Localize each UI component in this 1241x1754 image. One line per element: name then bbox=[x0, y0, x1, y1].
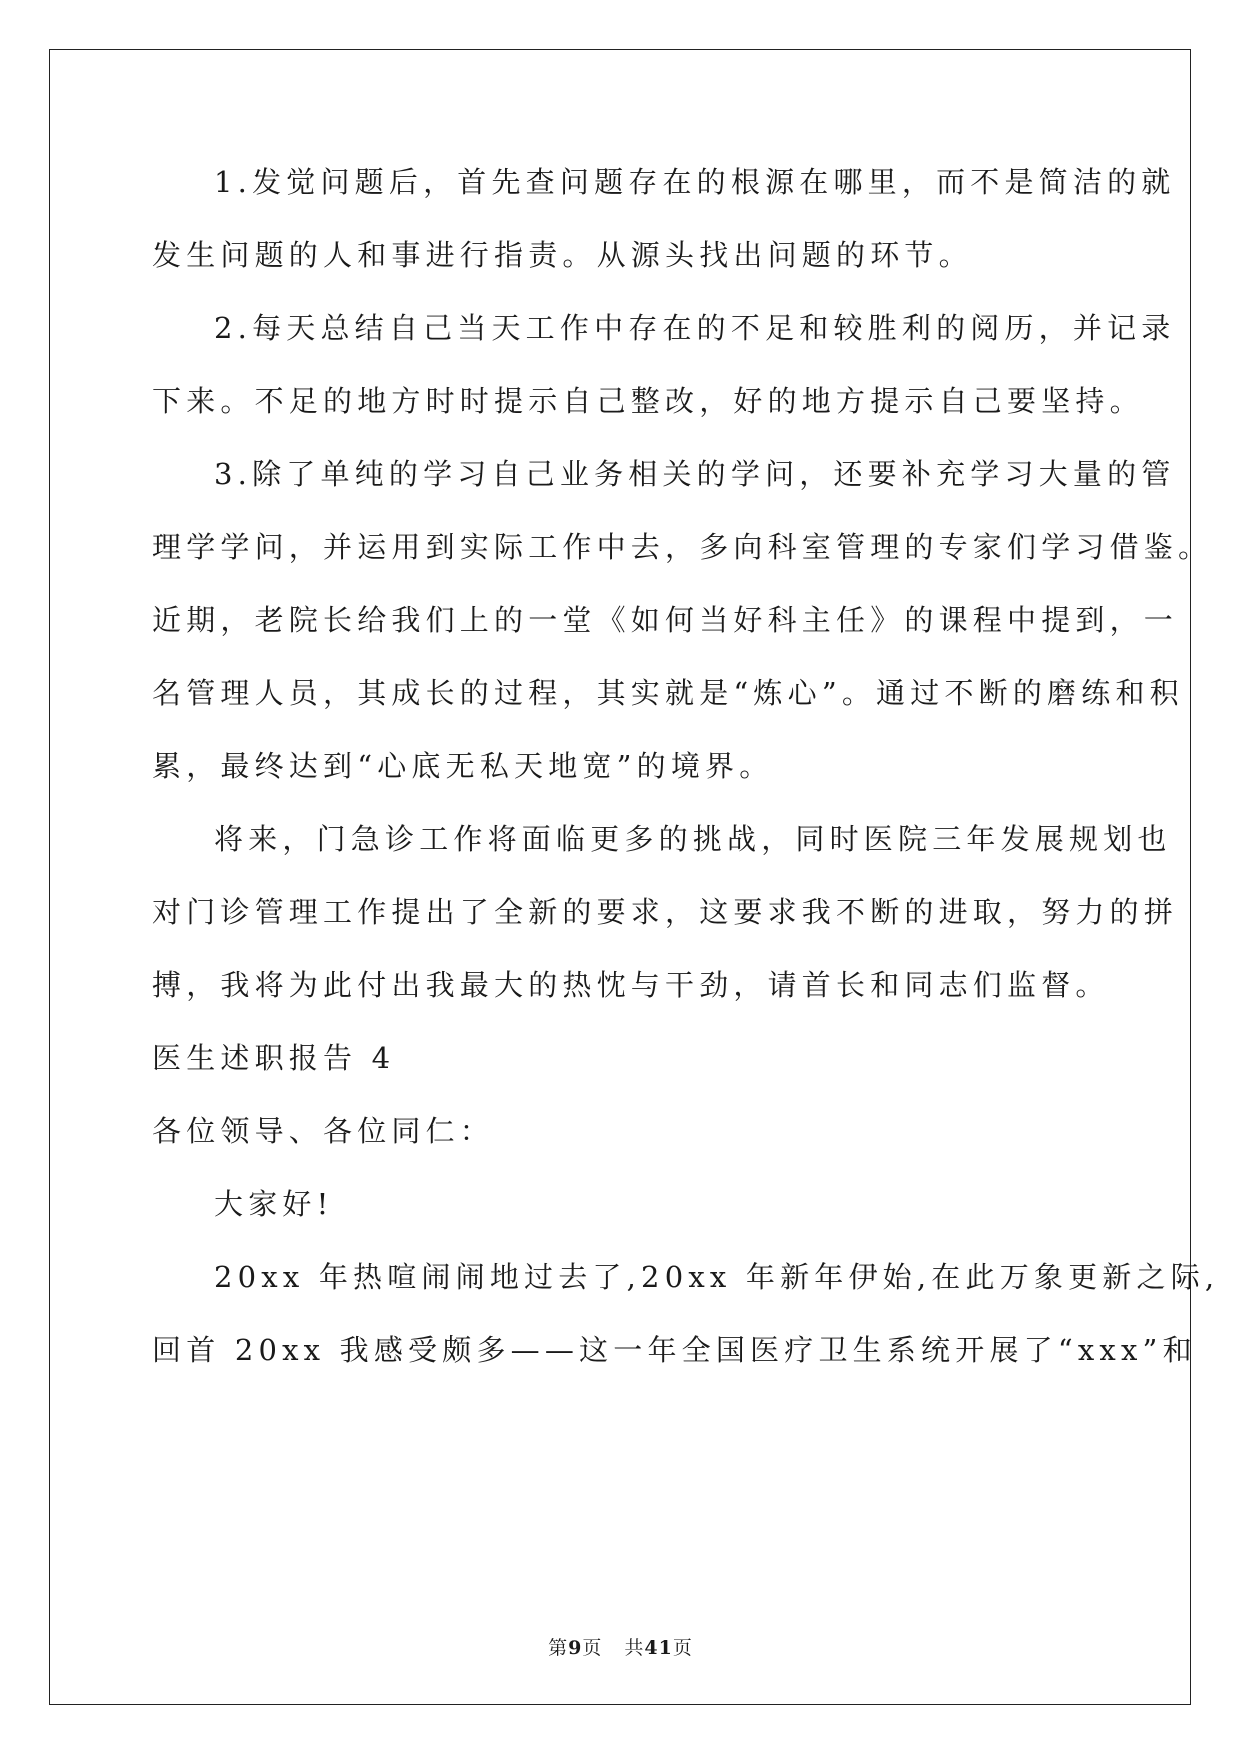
paragraph-1-line-2: 发生问题的人和事进行指责。从源头找出问题的环节。 bbox=[152, 238, 973, 272]
paragraph-3-line-5: 累，最终达到“心底无私天地宽”的境界。 bbox=[152, 749, 774, 783]
paragraph-2-line-1: 2.每天总结自己当天工作中存在的不足和较胜利的阅历，并记录 bbox=[214, 311, 1176, 345]
page-number: 9 bbox=[568, 1637, 583, 1659]
total-label-prefix: 共 bbox=[624, 1637, 645, 1659]
paragraph-4-line-1: 将来，门急诊工作将面临更多的挑战，同时医院三年发展规划也 bbox=[214, 822, 1172, 856]
page-label-prefix: 第 bbox=[548, 1637, 569, 1659]
paragraph-4-line-3: 搏，我将为此付出我最大的热忱与干劲，请首长和同志们监督。 bbox=[152, 968, 1110, 1002]
section-heading: 医生述职报告 4 bbox=[152, 1041, 396, 1075]
salutation: 各位领导、各位同仁： bbox=[152, 1114, 495, 1148]
greeting: 大家好! bbox=[214, 1187, 334, 1221]
paragraph-2-line-2: 下来。不足的地方时时提示自己整改，好的地方提示自己要坚持。 bbox=[152, 384, 1144, 418]
page-label-suffix: 页 bbox=[582, 1637, 603, 1659]
paragraph-3-line-3: 近期，老院长给我们上的一堂《如何当好科主任》的课程中提到，一 bbox=[152, 603, 1179, 637]
total-pages: 41 bbox=[644, 1637, 673, 1659]
paragraph-3-line-4: 名管理人员，其成长的过程，其实就是“炼心”。通过不断的磨练和积 bbox=[152, 676, 1184, 710]
paragraph-5-line-2: 回首 20xx 我感受颇多——这一年全国医疗卫生系统开展了“xxx”和 bbox=[152, 1333, 1197, 1367]
paragraph-3-line-2: 理学学问，并运用到实际工作中去，多向科室管理的专家们学习借鉴。 bbox=[152, 530, 1213, 564]
paragraph-5-line-1: 20xx 年热喧闹闹地过去了,20xx 年新年伊始,在此万象更新之际, bbox=[214, 1260, 1220, 1294]
total-label-suffix: 页 bbox=[672, 1637, 693, 1659]
paragraph-3-line-1: 3.除了单纯的学习自己业务相关的学问，还要补充学习大量的管 bbox=[214, 457, 1176, 491]
page-border bbox=[49, 49, 1191, 1705]
paragraph-1-line-1: 1.发觉问题后，首先查问题存在的根源在哪里，而不是简洁的就 bbox=[214, 165, 1176, 199]
page-footer bbox=[0, 1633, 1241, 1660]
paragraph-4-line-2: 对门诊管理工作提出了全新的要求，这要求我不断的进取，努力的拼 bbox=[152, 895, 1179, 929]
